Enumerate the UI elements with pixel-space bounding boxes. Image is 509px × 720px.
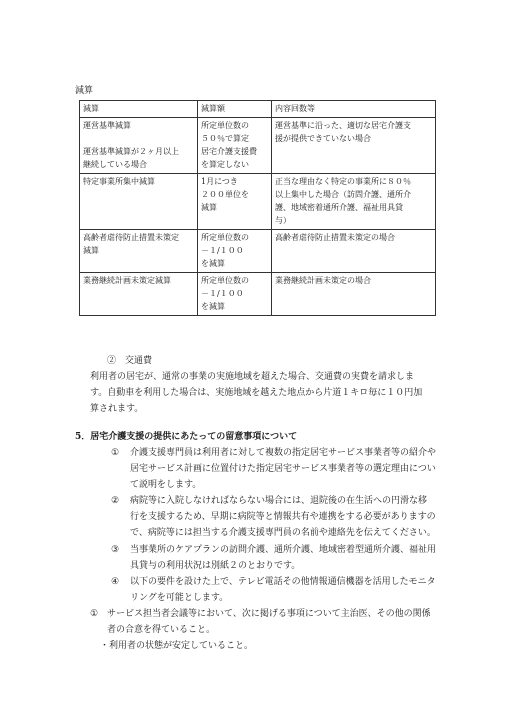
table-cell xyxy=(198,118,272,174)
cell-spacer xyxy=(83,132,194,145)
cell-line: 高齢者虐待防止措置未策定 xyxy=(83,233,179,242)
cell-line: ５０％で算定 xyxy=(201,134,249,143)
item-line: 居宅サービス計画に位置付けた指定居宅サービス事業者等の選定理由につい xyxy=(130,464,436,474)
item-line: て説明をします。 xyxy=(130,480,202,490)
table-row xyxy=(80,174,436,230)
section5-title: 5．居宅介護支援の提供にあたっての留意事項について xyxy=(75,432,298,442)
table-cell xyxy=(272,118,436,174)
sub-item-line: サービス担当者会議等において、次に掲げる事項について主治医、その他の関係 xyxy=(107,609,431,619)
cell-line: 特定事業所集中減算 xyxy=(83,177,155,186)
table-row xyxy=(80,273,436,316)
table-cell xyxy=(80,230,198,273)
item-line: 以下の要件を設けた上で、テレビ電話その他情報通信機器を活用したモニタ xyxy=(130,577,436,587)
item-line: 具貸与の利用状況は別紙２のとおりです。 xyxy=(130,561,301,571)
table-header-cell: 減算額 xyxy=(198,101,272,118)
section-heading: 減算 xyxy=(75,86,94,96)
table-header-cell: 減算 xyxy=(80,101,198,118)
cell-line: 業務継続計画未策定の場合 xyxy=(275,276,371,285)
item-line: で、病院等には担当する介護支援専門員の名前や連絡先を伝えてください。 xyxy=(130,528,436,538)
bullet-line: ・利用者の状態が安定していること。 xyxy=(100,641,254,651)
cell-line: －１/１００ xyxy=(201,289,244,298)
item-number: ④ xyxy=(111,577,120,587)
table-cell xyxy=(198,230,272,273)
table-row xyxy=(80,118,436,174)
cell-line: 正当な理由なく特定の事業所に８０％ xyxy=(275,177,411,186)
item-number: ② xyxy=(111,496,120,506)
item-line: 行を支援するため、早期に病院等と情報共有や連携をする必要がありますの xyxy=(130,512,436,522)
item-number: ③ xyxy=(111,545,120,555)
cell-line: 与） xyxy=(275,216,291,225)
item-line: 介護支援専門員は利用者に対して複数の指定居宅サービス事業者等の紹介や xyxy=(130,448,437,458)
item-number: ① xyxy=(111,448,120,458)
table-cell xyxy=(80,118,198,174)
table-cell xyxy=(198,174,272,230)
table-header-row xyxy=(80,101,436,118)
item-line: 当事業所のケアプランの訪問介護、通所介護、地域密着型通所介護、福祉用 xyxy=(130,545,437,555)
cell-line: 1月につき xyxy=(201,177,238,186)
transport-line: す。自動車を利用した場合は、実施地域を越えた地点から片道１キロ毎に１０円加 xyxy=(90,388,423,398)
table-cell xyxy=(80,174,198,230)
item-line: リングを可能とします。 xyxy=(130,593,229,603)
sub-item-line: 者の合意を得ていること。 xyxy=(107,625,216,635)
cell-line: 運営基準に沿った、適切な居宅介護支 xyxy=(275,121,411,130)
table-header-cell: 内容回数等 xyxy=(272,101,436,118)
table-cell xyxy=(272,174,436,230)
cell-line: 運営基準減算が２ヶ月以上 xyxy=(83,147,179,156)
table-row xyxy=(80,230,436,273)
cell-line: 減算 xyxy=(83,246,99,255)
cell-line: 高齢者虐待防止措置未策定の場合 xyxy=(275,233,395,242)
deduction-table xyxy=(79,100,436,316)
transport-line: 算されます。 xyxy=(90,404,144,414)
transport-line: 利用者の居宅が、通常の事業の実施地域を超えた場合、交通費の実費を請求しま xyxy=(90,372,415,382)
cell-line: 継続している場合 xyxy=(83,160,147,169)
cell-line: 所定単位数の xyxy=(201,121,249,130)
cell-line: ２００単位を xyxy=(201,190,249,199)
item-line: 病院等に入院しなければならない場合には、退院後の在生活への円滑な移 xyxy=(130,496,428,506)
table-cell xyxy=(272,230,436,273)
cell-line: 所定単位数の xyxy=(201,276,249,285)
table-cell xyxy=(80,273,198,316)
cell-line: －１/１００ xyxy=(201,246,244,255)
cell-line: 居宅介護支援費 xyxy=(201,147,257,156)
cell-line: を減算 xyxy=(201,259,225,268)
cell-line: 援が提供できていない場合 xyxy=(275,134,371,143)
sub-item-number: ① xyxy=(90,609,99,619)
cell-line: を減算 xyxy=(201,302,225,311)
cell-line: を算定しない xyxy=(201,160,249,169)
cell-line: 以上集中した場合（訪問介護、通所介 xyxy=(275,190,411,199)
table-cell xyxy=(272,273,436,316)
transport-heading: ② 交通費 xyxy=(107,356,153,366)
cell-line: 護、地域密着通所介護、福祉用具貸 xyxy=(275,203,403,212)
cell-line: 業務継続計画未策定減算 xyxy=(83,276,171,285)
table-cell xyxy=(198,273,272,316)
cell-line: 所定単位数の xyxy=(201,233,249,242)
cell-line: 減算 xyxy=(201,203,217,212)
cell-line: 運営基準減算 xyxy=(83,121,131,130)
